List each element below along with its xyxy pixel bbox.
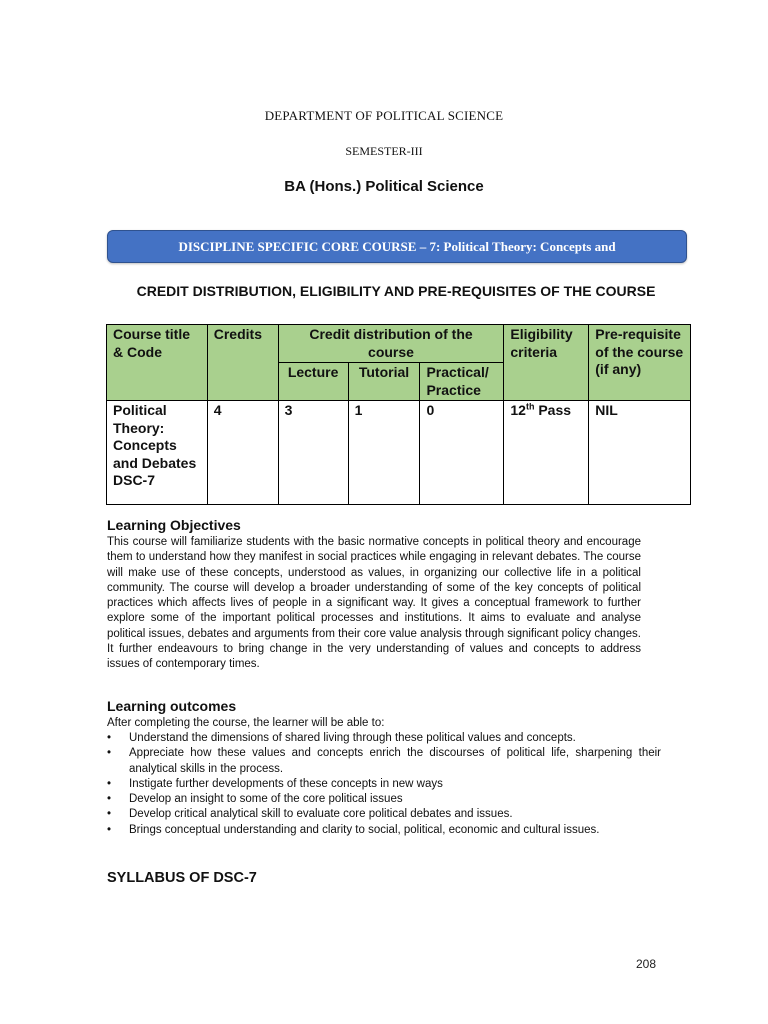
department-heading: DEPARTMENT OF POLITICAL SCIENCE bbox=[264, 108, 504, 123]
list-item bbox=[107, 807, 661, 822]
header-eligibility: Eligibility criteria bbox=[504, 325, 589, 401]
cell-tutorial: 1 bbox=[348, 401, 420, 505]
list-item-text: Appreciate how these values and concepts enrich the discourses of political life, sharpening their analytical skills in the process. bbox=[129, 747, 661, 775]
syllabus-title: SYLLABUS OF DSC-7 bbox=[107, 870, 257, 886]
learning-objectives-title: Learning Objectives bbox=[107, 517, 241, 533]
list-item-text: Develop an insight to some of the core political issues bbox=[129, 793, 403, 806]
list-item bbox=[107, 746, 661, 777]
cell-practical: 0 bbox=[420, 401, 504, 505]
eligibility-text: Pass bbox=[534, 402, 572, 418]
header-prerequisite: Pre-requisite of the course (if any) bbox=[589, 325, 691, 401]
page-number: 208 bbox=[636, 957, 657, 971]
list-item bbox=[107, 823, 661, 838]
list-item-text: Develop critical analytical skill to evaluate core political debates and issues. bbox=[129, 808, 513, 821]
credit-distribution-table bbox=[106, 324, 691, 505]
bullet-icon: • bbox=[107, 808, 112, 821]
table-row bbox=[107, 401, 691, 505]
programme-title: BA (Hons.) Political Science bbox=[284, 178, 484, 195]
header-practical: Practical/ Practice bbox=[420, 363, 504, 401]
list-item bbox=[107, 777, 661, 792]
header-credit-distribution: Credit distribution of the course bbox=[278, 325, 504, 363]
cell-eligibility bbox=[504, 401, 589, 505]
bullet-icon: • bbox=[107, 823, 112, 836]
list-item-text: Brings conceptual understanding and clarity to social, political, economic and cultural issues. bbox=[129, 823, 600, 836]
bullet-icon: • bbox=[107, 793, 112, 806]
learning-outcomes-list bbox=[107, 731, 661, 838]
list-item bbox=[107, 792, 661, 807]
list-item-text: Instigate further developments of these concepts in new ways bbox=[129, 777, 443, 790]
cell-lecture: 3 bbox=[278, 401, 348, 505]
list-item bbox=[107, 731, 661, 746]
header-tutorial: Tutorial bbox=[348, 363, 420, 401]
cell-credits: 4 bbox=[207, 401, 278, 505]
credit-distribution-heading: CREDIT DISTRIBUTION, ELIGIBILITY AND PRE-REQUISITES OF THE COURSE bbox=[136, 283, 656, 299]
cell-course-title: Political Theory: Concepts and Debates DSC-7 bbox=[107, 401, 208, 505]
semester-heading: SEMESTER-III bbox=[345, 144, 423, 158]
learning-objectives-text: This course will familiarize students with the basic normative concepts in political theory and encourage them to understand how they manifest in social practices while engaging in relevant debates. The course will make use of these concepts, understood as values, in organizing our collective life in a political community. The course will develop a broader understanding of some of the key concepts of political practices which affects lives of people in a significant way. It gives a conceptual framework to further explore some of the important political processes and institutions. It aims to evaluate and analyse political issues, debates and arguments from their core value analysis through significant policy changes. It further endeavours to bring change in the very understanding of values and concepts to address issues of contemporary times. bbox=[107, 536, 641, 671]
bullet-icon: • bbox=[107, 747, 112, 760]
eligibility-superscript: th bbox=[525, 401, 535, 412]
list-item-text: Understand the dimensions of shared living through these political values and concepts. bbox=[129, 732, 576, 744]
header-course-title: Course title & Code bbox=[107, 325, 208, 401]
learning-outcomes-intro: After completing the course, the learner will be able to: bbox=[107, 717, 385, 729]
bullet-icon: • bbox=[107, 732, 112, 744]
bullet-icon: • bbox=[107, 777, 112, 790]
header-lecture: Lecture bbox=[278, 363, 348, 401]
cell-prerequisite: NIL bbox=[589, 401, 691, 505]
course-banner: DISCIPLINE SPECIFIC CORE COURSE – 7: Political Theory: Concepts and bbox=[107, 230, 687, 263]
eligibility-number: 12 bbox=[510, 402, 526, 418]
table-header-row bbox=[107, 325, 691, 363]
header-credits: Credits bbox=[207, 325, 278, 401]
learning-outcomes-title: Learning outcomes bbox=[107, 698, 237, 714]
